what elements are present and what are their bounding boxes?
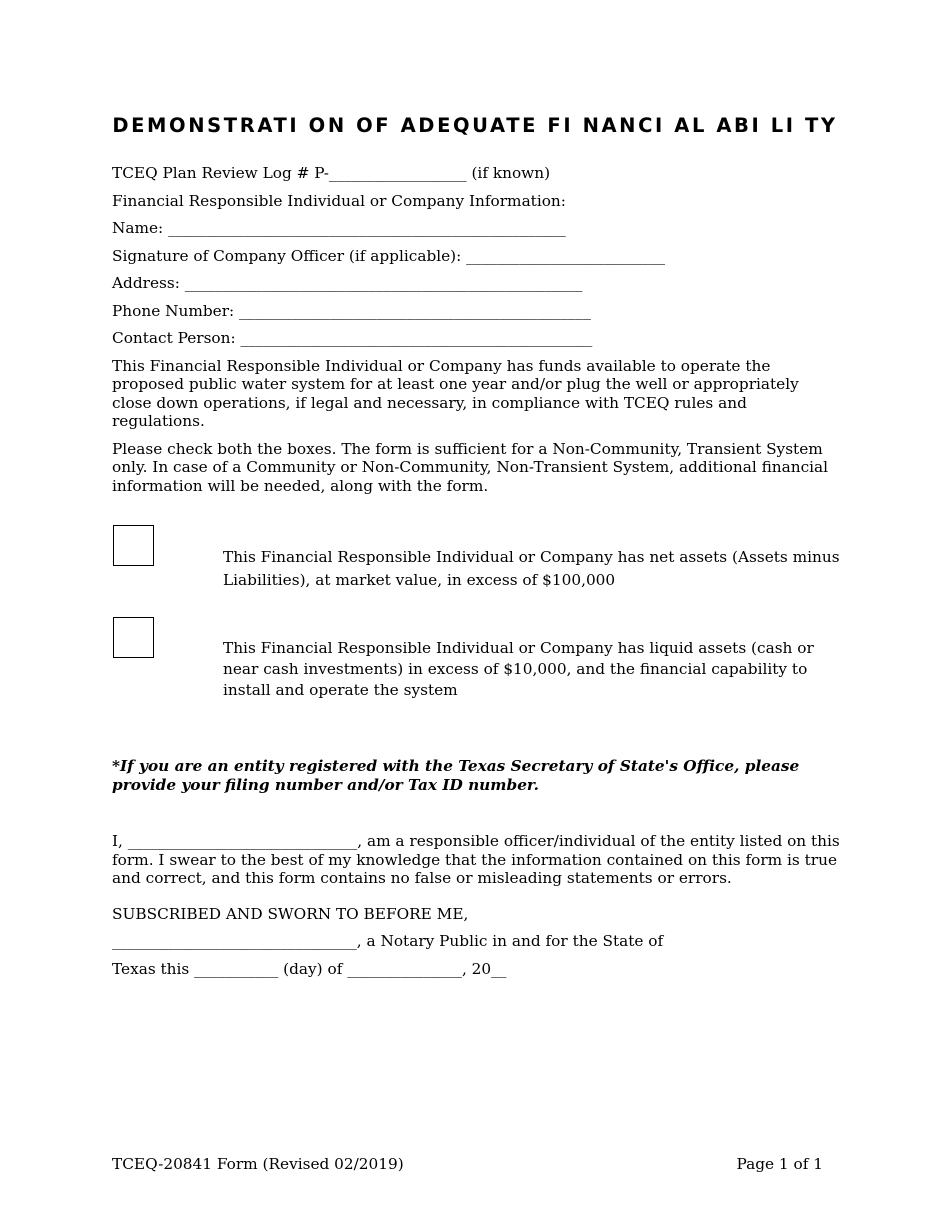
funds-statement: This Financial Responsible Individual or Company has funds available to operate the proposed public water system for at least one year and/or plug the well or appropriately close down operations, if legal and necessary, in compliance with TCEQ rules and regulations. [112,356,799,430]
form-body [112,164,842,987]
notary-line-1[interactable]: ________________________________, a Notary Public in and for the State of [112,932,664,950]
page-number: Page 1 of 1 [736,1155,823,1173]
checkbox-row-liquid-assets [112,617,842,757]
liquid-assets-label: This Financial Responsible Individual or Company has liquid assets (cash or near cash investments) in excess of $10,000, and the financial capability to install and operate the system [223,639,814,699]
notary-heading: SUBSCRIBED AND SWORN TO BEFORE ME, [112,904,469,923]
section-heading: Financial Responsible Individual or Company Information: [112,191,566,210]
net-assets-label: This Financial Responsible Individual or Company has net assets (Assets minus Liabilities), at market value, in excess of $100,000 [223,548,840,589]
checkbox-row-net-assets [112,525,842,617]
address-field[interactable]: Address: ____________________________________________________ [112,274,583,292]
instructions-paragraph: Please check both the boxes. The form is sufficient for a Non-Community, Transient System only. In case of a Community or Non-Community, Non-Transient System, additional financial information will be needed, along with the form. [112,439,829,495]
contact-field[interactable]: Contact Person: ______________________________________________ [112,329,593,347]
filing-number-notice: *If you are an entity registered with the Texas Secretary of State's Office, please provide your filing number and/or Tax ID number. [112,757,800,794]
name-field[interactable]: Name: ____________________________________________________ [112,219,566,237]
notary-line-2[interactable]: Texas this ___________ (day) of _______________, 20__ [112,959,507,978]
log-number-field[interactable]: TCEQ Plan Review Log # P-__________________ (if known) [112,164,551,182]
form-id: TCEQ-20841 Form (Revised 02/2019) [112,1155,404,1173]
form-title: DEMONSTRATI ON OF ADEQUATE FI NANCI AL ABI LI TY [112,114,838,137]
net-assets-checkbox[interactable] [113,525,154,566]
phone-field[interactable]: Phone Number: ______________________________________________ [112,301,591,320]
oath-statement[interactable]: I, ______________________________, am a responsible officer/individual of the entity listed on this form. I swear to the best of my knowledge that the information contained on this form is true and correct, and this form contains no false or misleading statements or errors. [112,832,840,887]
liquid-assets-checkbox[interactable] [113,617,154,658]
signature-field[interactable]: Signature of Company Officer (if applicable): __________________________ [112,246,666,265]
